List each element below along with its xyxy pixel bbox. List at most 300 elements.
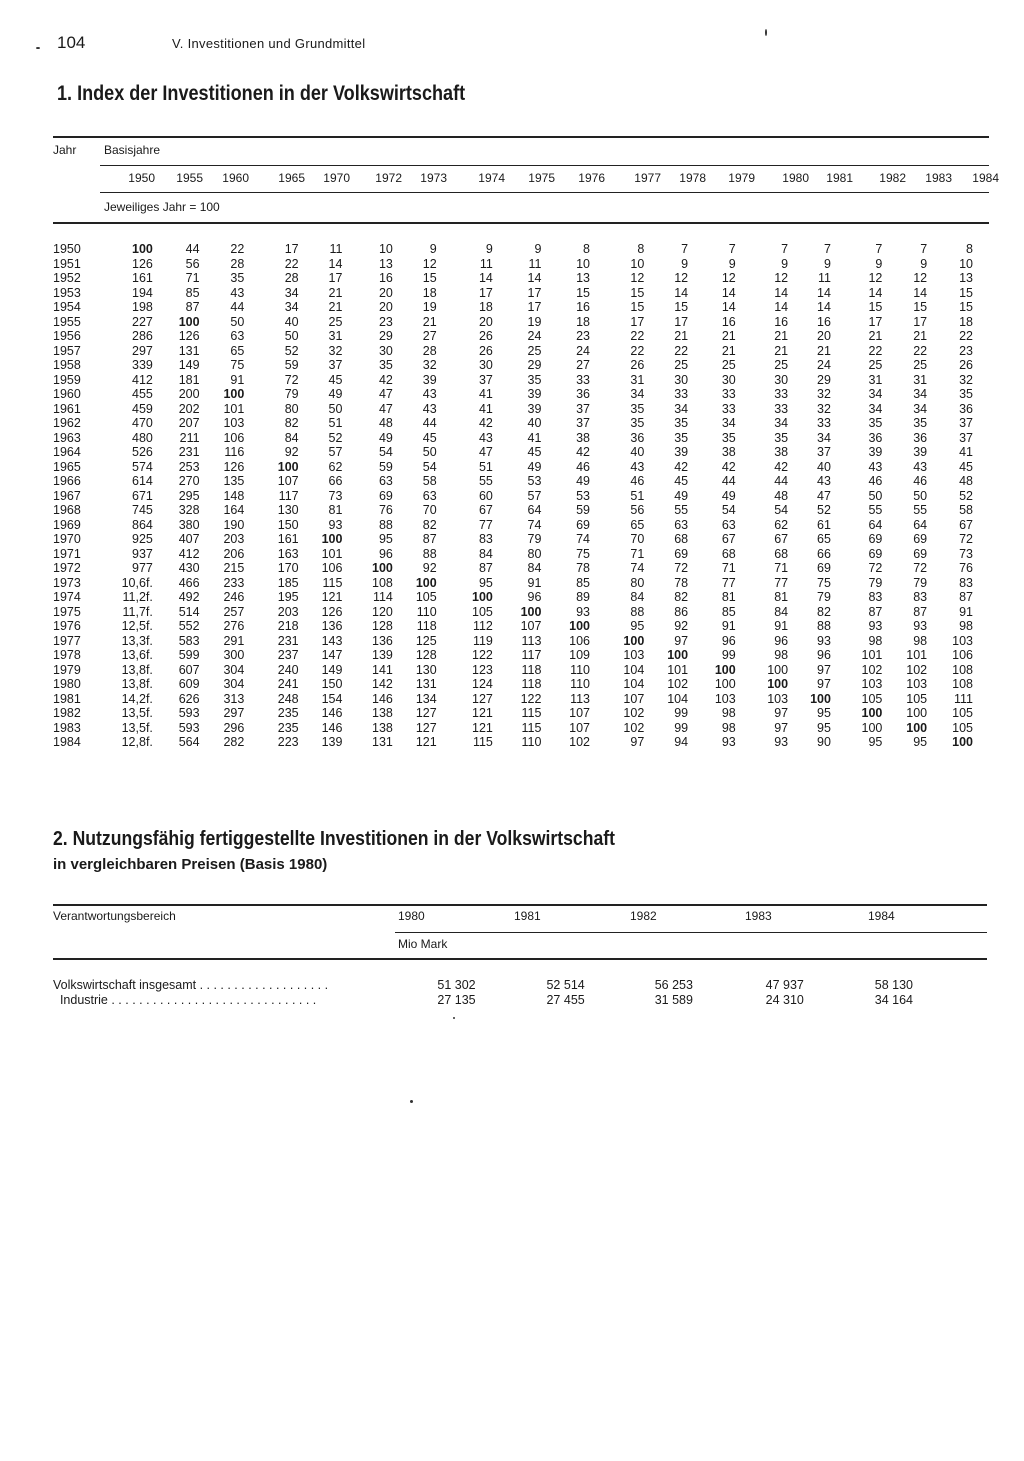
index-value: 45 bbox=[422, 430, 437, 445]
row-year: 1972 bbox=[53, 561, 81, 575]
index-value: 14 bbox=[674, 285, 689, 300]
index-value: 34 bbox=[913, 401, 928, 416]
table-row bbox=[53, 286, 973, 301]
index-value: 87 bbox=[959, 590, 973, 604]
table-row bbox=[53, 271, 973, 286]
index-value: 33 bbox=[674, 387, 689, 401]
index-value: 91 bbox=[774, 619, 789, 633]
index-value: 123 bbox=[472, 662, 493, 677]
index-value: 100 bbox=[714, 662, 736, 677]
index-value: 41 bbox=[478, 401, 493, 416]
index-value: 101 bbox=[861, 648, 883, 662]
index-value: 97 bbox=[774, 706, 789, 720]
index-value: 39 bbox=[868, 445, 883, 459]
index-value: 33 bbox=[774, 387, 789, 401]
index-value: 22 bbox=[284, 256, 299, 271]
index-value: 119 bbox=[472, 633, 493, 648]
index-value: 304 bbox=[223, 677, 245, 691]
table2-title: 2. Nutzungsfähig fertiggestellte Investitionen in der Volkswirtschaft bbox=[53, 828, 615, 850]
index-value: 85 bbox=[721, 604, 736, 619]
index-value: 12,5f. bbox=[121, 619, 153, 633]
index-value: 113 bbox=[570, 691, 590, 706]
index-value: 93 bbox=[913, 619, 928, 633]
index-value: 49 bbox=[378, 430, 393, 445]
index-value: 127 bbox=[415, 720, 437, 735]
index-value: 35 bbox=[630, 416, 645, 430]
index-value: 22 bbox=[913, 343, 928, 358]
table-row bbox=[53, 663, 973, 678]
index-value: 203 bbox=[223, 532, 245, 546]
index-value: 115 bbox=[521, 720, 542, 735]
index-value: 64 bbox=[527, 503, 542, 517]
index-value: 43 bbox=[817, 474, 831, 488]
index-value: 170 bbox=[277, 561, 299, 575]
index-value: 42 bbox=[774, 459, 789, 474]
table2-body-rule bbox=[53, 958, 987, 960]
index-value: 100 bbox=[906, 720, 928, 735]
index-value: 7 bbox=[875, 242, 883, 256]
index-value: 13 bbox=[959, 271, 973, 285]
index-value: 63 bbox=[674, 517, 689, 532]
index-value: 40 bbox=[817, 459, 831, 474]
index-value: 91 bbox=[721, 619, 736, 633]
index-value: 87 bbox=[478, 561, 493, 575]
index-value: 121 bbox=[472, 706, 493, 720]
investment-table bbox=[53, 978, 913, 1008]
index-value: 21 bbox=[721, 343, 736, 358]
index-value: 17 bbox=[478, 285, 493, 300]
index-value: 15 bbox=[959, 300, 973, 314]
index-value: 35 bbox=[674, 430, 689, 445]
index-value: 100 bbox=[178, 314, 200, 329]
row-year: 1978 bbox=[53, 648, 81, 662]
index-value: 24 bbox=[576, 343, 590, 358]
index-value: 9 bbox=[681, 256, 689, 271]
index-value: 71 bbox=[630, 546, 645, 561]
index-value: 39 bbox=[422, 372, 437, 387]
index-value: 14 bbox=[817, 300, 831, 314]
index-value: 110 bbox=[416, 604, 437, 619]
index-value: 102 bbox=[861, 662, 883, 677]
index-value: 38 bbox=[774, 445, 789, 459]
index-value: 34 bbox=[774, 416, 789, 430]
index-value: 55 bbox=[913, 503, 928, 517]
row-year: 1966 bbox=[53, 474, 81, 488]
index-value: 583 bbox=[178, 633, 200, 648]
index-value: 75 bbox=[230, 358, 245, 372]
index-value: 100 bbox=[520, 604, 542, 619]
index-value: 97 bbox=[674, 633, 689, 648]
index-value: 41 bbox=[478, 387, 493, 401]
index-value: 83 bbox=[868, 590, 883, 604]
index-value: 198 bbox=[132, 300, 153, 314]
index-value: 76 bbox=[959, 561, 973, 575]
index-value: 126 bbox=[321, 604, 343, 619]
index-value: 14 bbox=[868, 285, 883, 300]
index-value: 35 bbox=[721, 430, 736, 445]
index-value: 68 bbox=[774, 546, 789, 561]
index-value: 50 bbox=[230, 314, 245, 329]
index-value: 117 bbox=[521, 648, 542, 662]
index-value: 13,8f. bbox=[121, 677, 153, 691]
index-value: 79 bbox=[527, 532, 542, 546]
index-value: 295 bbox=[178, 488, 200, 503]
index-value: 33 bbox=[721, 387, 736, 401]
index-value: 58 bbox=[959, 503, 973, 517]
row-year: 1983 bbox=[53, 720, 81, 735]
index-value: 42 bbox=[576, 445, 590, 459]
table-row bbox=[53, 619, 973, 634]
index-value: 161 bbox=[132, 271, 153, 285]
row-year: 1963 bbox=[53, 430, 81, 445]
index-value: 514 bbox=[178, 604, 200, 619]
index-value: 115 bbox=[322, 575, 343, 590]
index-value: 30 bbox=[774, 372, 789, 387]
index-value: 25 bbox=[527, 343, 542, 358]
table-row bbox=[53, 634, 973, 649]
index-value: 7 bbox=[920, 242, 928, 256]
index-value: 104 bbox=[623, 677, 645, 691]
index-value: 51 bbox=[630, 488, 645, 503]
index-value: 110 bbox=[570, 662, 590, 677]
index-value: 80 bbox=[630, 575, 645, 590]
index-value: 100 bbox=[472, 590, 493, 604]
index-value: 286 bbox=[132, 329, 153, 343]
index-value: 34 bbox=[868, 387, 883, 401]
index-value: 25 bbox=[868, 358, 883, 372]
index-value: 92 bbox=[674, 619, 689, 633]
index-value: 45 bbox=[959, 459, 973, 474]
index-value: 154 bbox=[321, 691, 343, 706]
index-value: 48 bbox=[378, 416, 393, 430]
index-value: 18 bbox=[576, 314, 590, 329]
index-value: 34 bbox=[630, 387, 645, 401]
index-value: 51 bbox=[328, 416, 343, 430]
table-row bbox=[53, 518, 973, 533]
index-value: 15 bbox=[674, 300, 689, 314]
scan-speck bbox=[453, 1017, 455, 1019]
index-value: 13,5f. bbox=[121, 720, 153, 735]
index-value: 35 bbox=[959, 387, 973, 401]
index-value: 131 bbox=[415, 677, 437, 691]
index-value: 87 bbox=[185, 300, 200, 314]
base-year-header: 1975 bbox=[528, 171, 555, 185]
index-value: 100 bbox=[415, 575, 437, 590]
index-value: 25 bbox=[774, 358, 789, 372]
col-label-base: Basisjahre bbox=[104, 143, 161, 157]
index-value: 44 bbox=[185, 242, 200, 256]
index-value: 85 bbox=[185, 285, 200, 300]
table2-year-header: 1983 bbox=[745, 909, 772, 923]
index-value: 12 bbox=[630, 271, 645, 285]
index-value: 118 bbox=[521, 662, 542, 677]
index-value: 148 bbox=[223, 488, 245, 503]
base-year-header: 1983 bbox=[925, 171, 952, 185]
index-value: 106 bbox=[321, 561, 343, 575]
index-value: 43 bbox=[868, 459, 883, 474]
index-value: 100 bbox=[714, 677, 736, 691]
row-label: Industrie . . . . . . . . . . . . . . . . . . . . . . . . . . . . . . bbox=[53, 993, 317, 1007]
index-value: 100 bbox=[623, 633, 645, 648]
index-value: 21 bbox=[422, 314, 437, 329]
index-value: 9 bbox=[824, 256, 831, 271]
index-value: 130 bbox=[415, 662, 437, 677]
index-value: 107 bbox=[520, 619, 542, 633]
index-value: 61 bbox=[817, 517, 831, 532]
index-value: 206 bbox=[223, 546, 245, 561]
table2-year-header: 1981 bbox=[514, 909, 541, 923]
index-value: 95 bbox=[868, 735, 883, 749]
index-value: 13 bbox=[576, 271, 590, 285]
index-value: 21 bbox=[774, 343, 789, 358]
base-year-header: 1960 bbox=[222, 171, 249, 185]
index-value: 43 bbox=[913, 459, 928, 474]
index-value: 54 bbox=[774, 503, 789, 517]
index-value: 14,2f. bbox=[121, 691, 153, 706]
base-year-header: 1982 bbox=[879, 171, 906, 185]
index-value: 42 bbox=[721, 459, 736, 474]
index-value: 105 bbox=[952, 720, 973, 735]
index-value: 34 bbox=[913, 387, 928, 401]
row-year: 1961 bbox=[53, 401, 81, 416]
index-value: 71 bbox=[721, 561, 736, 575]
index-value: 11 bbox=[817, 271, 831, 285]
index-value: 69 bbox=[817, 561, 831, 575]
index-value: 95 bbox=[817, 720, 831, 735]
index-value: 17 bbox=[527, 300, 542, 314]
index-value: 47 bbox=[378, 401, 393, 416]
index-value: 24 bbox=[817, 358, 831, 372]
index-value: 15 bbox=[630, 285, 645, 300]
index-value: 143 bbox=[321, 633, 343, 648]
index-value: 328 bbox=[178, 503, 200, 517]
index-value: 45 bbox=[328, 372, 343, 387]
row-year: 1973 bbox=[53, 575, 81, 590]
index-value: 14 bbox=[478, 271, 493, 285]
index-value: 63 bbox=[721, 517, 736, 532]
index-value: 203 bbox=[277, 604, 299, 619]
index-value: 8 bbox=[583, 242, 590, 256]
index-value: 19 bbox=[527, 314, 542, 329]
index-value: 83 bbox=[478, 532, 493, 546]
index-value: 21 bbox=[913, 329, 928, 343]
index-value: 13 bbox=[378, 256, 393, 271]
index-value: 38 bbox=[721, 445, 736, 459]
index-value: 30 bbox=[378, 343, 393, 358]
index-value: 181 bbox=[178, 372, 200, 387]
base-year-header: 1970 bbox=[323, 171, 350, 185]
index-value: 97 bbox=[630, 735, 645, 749]
base-year-header: 1978 bbox=[679, 171, 706, 185]
row-year: 1952 bbox=[53, 271, 81, 285]
index-value: 67 bbox=[959, 517, 973, 532]
index-value: 30 bbox=[478, 358, 493, 372]
table2-year-header: 1982 bbox=[630, 909, 657, 923]
index-value: 43 bbox=[422, 387, 437, 401]
index-value: 16 bbox=[817, 314, 831, 329]
investment-value: 47 937 bbox=[765, 978, 804, 992]
index-value: 117 bbox=[278, 488, 299, 503]
index-value: 17 bbox=[868, 314, 883, 329]
index-value: 87 bbox=[913, 604, 928, 619]
base-year-header: 1977 bbox=[634, 171, 661, 185]
index-value: 25 bbox=[913, 358, 928, 372]
table-row bbox=[53, 460, 973, 475]
index-value: 31 bbox=[630, 372, 645, 387]
index-value: 78 bbox=[674, 575, 689, 590]
index-value: 128 bbox=[415, 648, 437, 662]
index-value: 12 bbox=[913, 271, 928, 285]
investment-value: 24 310 bbox=[765, 993, 804, 1007]
index-value: 22 bbox=[230, 242, 245, 256]
index-value: 33 bbox=[576, 372, 590, 387]
index-value: 25 bbox=[721, 358, 736, 372]
index-value: 28 bbox=[284, 271, 299, 285]
index-value: 49 bbox=[527, 459, 542, 474]
index-value: 37 bbox=[959, 416, 973, 430]
index-value: 47 bbox=[378, 387, 393, 401]
index-value: 10,6f. bbox=[121, 575, 153, 590]
index-value: 34 bbox=[284, 300, 299, 314]
index-value: 11 bbox=[479, 256, 493, 271]
index-value: 68 bbox=[674, 532, 689, 546]
table-row bbox=[53, 329, 973, 344]
scan-speck bbox=[765, 29, 767, 36]
index-value: 83 bbox=[913, 590, 928, 604]
index-value: 14 bbox=[527, 271, 542, 285]
index-value: 23 bbox=[576, 329, 590, 343]
index-value: 207 bbox=[178, 416, 200, 430]
index-value: 33 bbox=[721, 401, 736, 416]
index-value: 62 bbox=[328, 459, 343, 474]
index-value: 27 bbox=[422, 329, 437, 343]
index-value: 23 bbox=[959, 343, 973, 358]
index-value: 118 bbox=[416, 619, 437, 633]
investment-value: 27 455 bbox=[546, 993, 585, 1007]
index-value: 13,8f. bbox=[121, 662, 153, 677]
index-value: 12 bbox=[674, 271, 689, 285]
index-value: 17 bbox=[284, 242, 299, 256]
base-year-header: 1955 bbox=[176, 171, 203, 185]
index-value: 231 bbox=[178, 445, 200, 459]
index-value: 99 bbox=[721, 648, 736, 662]
index-value: 108 bbox=[372, 575, 393, 590]
index-value: 69 bbox=[913, 546, 928, 561]
index-value: 21 bbox=[328, 285, 343, 300]
base-year-header: 1974 bbox=[478, 171, 505, 185]
index-value: 105 bbox=[472, 604, 493, 619]
index-value: 15 bbox=[913, 300, 928, 314]
index-value: 63 bbox=[230, 329, 245, 343]
index-value: 21 bbox=[674, 329, 689, 343]
index-value: 100 bbox=[132, 242, 153, 256]
index-value: 37 bbox=[959, 430, 973, 445]
index-value: 10 bbox=[576, 256, 590, 271]
index-value: 23 bbox=[378, 314, 393, 329]
index-value: 13,6f. bbox=[121, 648, 153, 662]
index-value: 50 bbox=[328, 401, 343, 416]
index-value: 8 bbox=[637, 242, 645, 256]
index-value: 70 bbox=[630, 532, 645, 546]
index-value: 72 bbox=[868, 561, 883, 575]
index-value: 29 bbox=[527, 358, 542, 372]
index-value: 89 bbox=[576, 590, 590, 604]
investment-value: 56 253 bbox=[654, 978, 693, 992]
index-value: 72 bbox=[959, 532, 973, 546]
base-note: Jeweiliges Jahr = 100 bbox=[104, 200, 220, 214]
index-value: 11,7f. bbox=[122, 604, 153, 619]
index-value: 126 bbox=[178, 329, 200, 343]
index-value: 66 bbox=[328, 474, 343, 488]
index-value: 90 bbox=[817, 735, 831, 749]
index-value: 58 bbox=[422, 474, 437, 488]
index-value: 44 bbox=[422, 416, 437, 430]
index-value: 237 bbox=[277, 648, 299, 662]
index-value: 407 bbox=[178, 532, 200, 546]
index-value: 103 bbox=[861, 677, 883, 691]
index-value: 72 bbox=[674, 561, 689, 575]
index-value: 7 bbox=[781, 242, 789, 256]
index-value: 114 bbox=[372, 590, 393, 604]
index-value: 231 bbox=[277, 633, 299, 648]
index-value: 99 bbox=[674, 720, 689, 735]
index-value: 103 bbox=[906, 677, 928, 691]
index-value: 26 bbox=[959, 358, 973, 372]
index-value: 37 bbox=[576, 416, 590, 430]
index-value: 149 bbox=[178, 358, 200, 372]
table-row bbox=[53, 978, 913, 993]
index-value: 17 bbox=[630, 314, 645, 329]
index-value: 121 bbox=[472, 720, 493, 735]
index-value: 17 bbox=[674, 314, 689, 329]
index-value: 257 bbox=[223, 604, 245, 619]
index-value: 8 bbox=[966, 242, 973, 256]
index-value: 607 bbox=[178, 662, 200, 677]
index-value: 57 bbox=[527, 488, 542, 503]
table2-header-rule bbox=[395, 932, 987, 933]
index-value: 59 bbox=[378, 459, 393, 474]
index-value: 34 bbox=[868, 401, 883, 416]
index-value: 84 bbox=[774, 604, 789, 619]
table1-header-rule bbox=[100, 165, 989, 166]
index-value: 126 bbox=[223, 459, 245, 474]
index-value: 74 bbox=[630, 561, 645, 575]
row-year: 1962 bbox=[53, 416, 81, 430]
investment-value: 31 589 bbox=[654, 993, 693, 1007]
index-value: 44 bbox=[774, 474, 789, 488]
index-value: 93 bbox=[868, 619, 883, 633]
index-value: 103 bbox=[714, 691, 736, 706]
index-value: 253 bbox=[178, 459, 200, 474]
table1-subheader-rule bbox=[100, 192, 989, 193]
investment-value: 34 164 bbox=[874, 993, 913, 1007]
index-value: 235 bbox=[277, 706, 299, 720]
index-value: 48 bbox=[774, 488, 789, 503]
index-value: 55 bbox=[868, 503, 883, 517]
index-value: 65 bbox=[817, 532, 831, 546]
table-row bbox=[53, 344, 973, 359]
index-value: 17 bbox=[328, 271, 343, 285]
row-year: 1969 bbox=[53, 517, 81, 532]
index-value: 9 bbox=[728, 256, 736, 271]
table-row bbox=[53, 387, 973, 402]
index-value: 12 bbox=[721, 271, 736, 285]
index-value: 40 bbox=[630, 445, 645, 459]
index-value: 107 bbox=[277, 474, 299, 488]
index-value: 60 bbox=[478, 488, 493, 503]
index-value: 101 bbox=[667, 662, 689, 677]
table-row bbox=[53, 590, 973, 605]
